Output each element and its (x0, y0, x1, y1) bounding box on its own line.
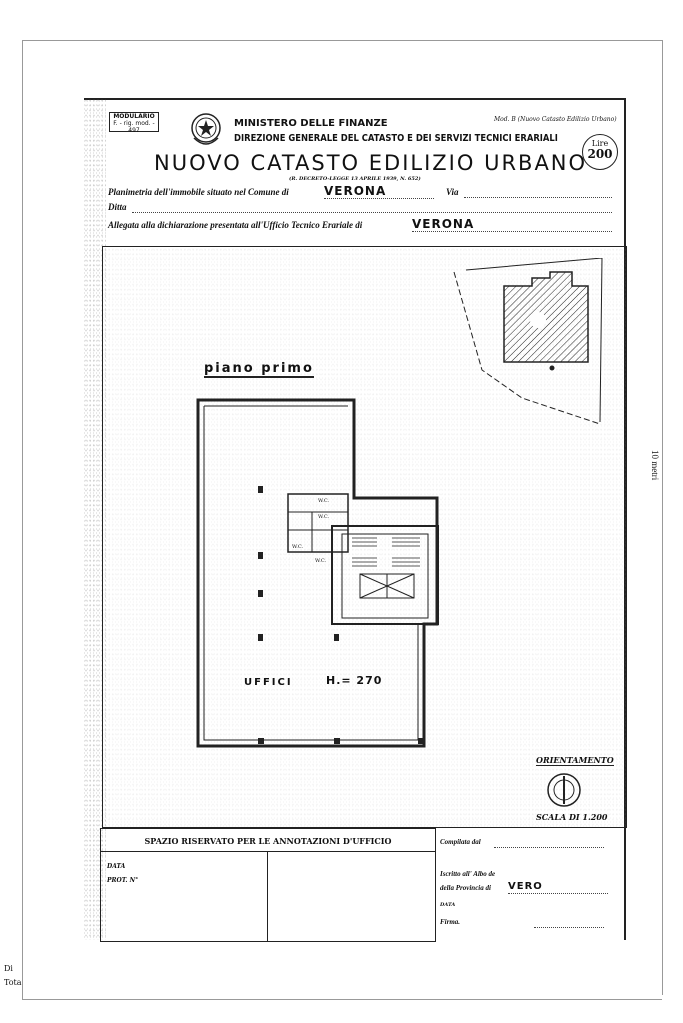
via-field (464, 196, 612, 198)
firma-field (534, 926, 604, 928)
margin-label-di: Di (4, 964, 13, 973)
provincia-label: della Provincia di (440, 884, 491, 892)
allegata-label: Allegata alla dichiarazione presentata all'Ufficio Tecnico Erariale di (108, 220, 363, 230)
wc-label-1: W.C. (318, 498, 330, 504)
compilata-label: Compilata dal (440, 838, 481, 846)
emblem-icon (188, 110, 224, 150)
outer-frame-bottom (22, 999, 662, 1000)
outer-frame-right (662, 40, 663, 995)
price-value: 200 (587, 147, 613, 161)
iscritto-label: Iscritto all' Albo de (440, 870, 496, 878)
wc-label-3: W.C. (292, 544, 304, 550)
orientation-label: ORIENTAMENTO (536, 755, 614, 765)
scale-label: SCALA DI 1.200 (536, 812, 608, 822)
provincia-value: VERO (508, 881, 543, 892)
wc-label-4: W.C. (315, 558, 327, 564)
floor-plan-drawing (192, 398, 442, 750)
ministry-title: MINISTERO DELLE FINANZE (234, 118, 388, 129)
price-label: Lire (591, 139, 609, 148)
ufficio-field: VERONA (412, 217, 612, 232)
cadastral-sheet (84, 98, 626, 940)
provincia-field (508, 892, 608, 894)
page-title: NUOVO CATASTO EDILIZIO URBANO (154, 151, 588, 175)
room-label: UFFICI (244, 677, 293, 688)
height-label: H.= 270 (326, 674, 383, 687)
planimetria-label: Planimetria dell'immobile situato nel Comune di (108, 187, 289, 197)
outer-frame-left (22, 40, 23, 1000)
outer-frame-top (22, 40, 662, 41)
wc-label-2: W.C. (318, 514, 330, 520)
direction-title: DIREZIONE GENERALE DEL CATASTO E DEI SERVIZI TECNICI ERARIALI (234, 133, 558, 144)
footer-prot-label: PROT. N° (107, 877, 139, 884)
site-plan-sketch (452, 258, 608, 428)
floor-label: piano primo (204, 361, 314, 376)
mod-label: Mod. B (Nuovo Catasto Edilizio Urbano) (494, 116, 617, 123)
annotations-title: SPAZIO RISERVATO PER LE ANNOTAZIONI D'UFFICIO (101, 829, 435, 852)
modulario-code: F. - rig. mod. - 497 (113, 120, 155, 134)
footer-data-label: DATA (107, 863, 126, 870)
compass-icon (546, 772, 582, 808)
modulario-box (109, 112, 159, 132)
data-small-label: DATA (440, 902, 456, 908)
scale-side-label: 10 metri (650, 450, 660, 481)
modulario-label: MODULARIO (113, 113, 155, 120)
firma-label: Firma. (440, 918, 461, 926)
price-stamp (582, 134, 618, 170)
office-annotations-box (100, 828, 436, 942)
ditta-field (132, 211, 612, 213)
via-label: Via (446, 187, 459, 197)
ditta-label: Ditta (108, 202, 127, 212)
margin-label-tota: Tota (4, 978, 22, 987)
comune-field: VERONA (324, 184, 434, 199)
decree-label: (R. DECRETO-LEGGE 13 APRILE 1939, N. 652) (289, 176, 421, 182)
compilata-field (494, 846, 604, 848)
